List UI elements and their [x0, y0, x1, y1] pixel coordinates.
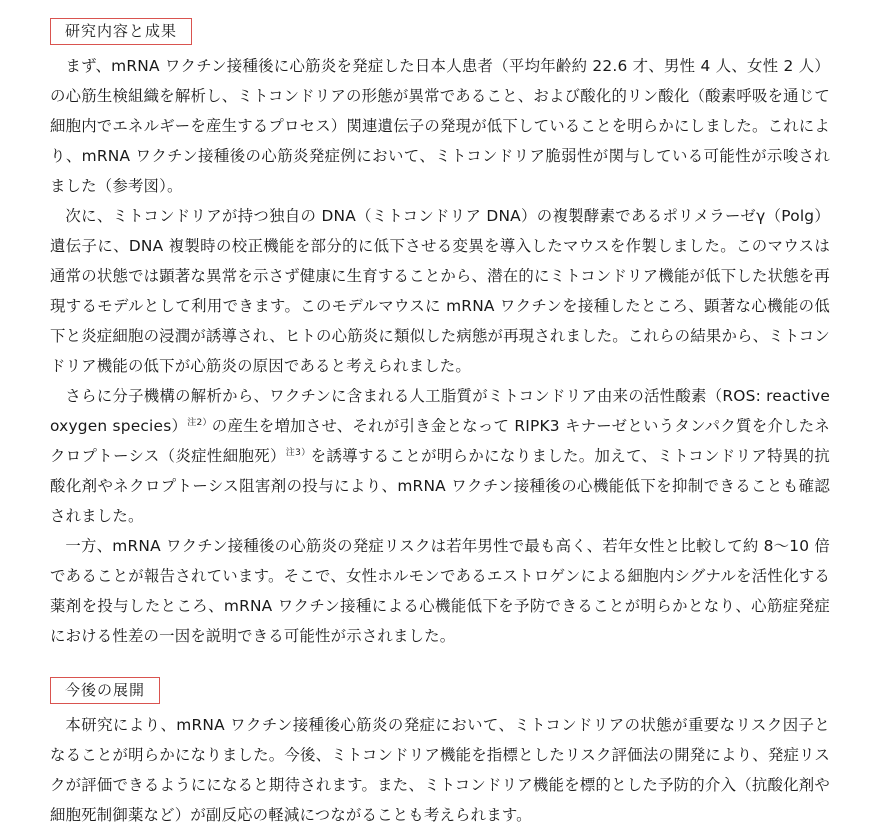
section-future-outlook [50, 677, 830, 830]
paragraph-text: まず、mRNA ワクチン接種後に心筋炎を発症した日本人患者（平均年齢約 22.6 才、男性 4 人、女性 2 人）の心筋生検組織を解析し、ミトコンドリアの形態が異常であること、および酸化的リン酸化（酸素呼吸を通じて細胞内でエネルギーを産生するプロセス）関連遺伝子の発現が低下していることを明らかにしました。これにより、mRNA ワクチン接種後の心筋炎発症例において、ミトコンドリア脆弱性が関与している可能性が示唆されました（参考図）。 [50, 57, 830, 195]
section-heading: 今後の展開 [50, 677, 160, 704]
section-heading: 研究内容と成果 [50, 18, 192, 45]
paragraph-text: の産生を増加させ、それが引き金となって RIPK3 キナーゼというタンパク質を介したネクロプトーシス（炎症性細胞死） [50, 417, 831, 465]
footnote-ref: 注2） [187, 417, 212, 428]
section-research-results [50, 18, 830, 651]
paragraph-text: さらに分子機構の解析から、ワクチンに含まれる人工脂質がミトコンドリア由来の活性酸素（ROS: reactive oxygen species） [50, 387, 830, 435]
footnote-ref: 注3） [285, 447, 311, 458]
paragraph [50, 201, 830, 381]
paragraph [50, 531, 830, 651]
paragraph-text: 一方、mRNA ワクチン接種後の心筋炎の発症リスクは若年男性で最も高く、若年女性と比較して約 8～10 倍であることが報告されています。そこで、女性ホルモンであるエストロゲンによる細胞内シグナルを活性化する薬剤を投与したところ、mRNA ワクチン接種による心機能低下を予防できることが明らかとなり、心筋症発症における性差の一因を説明できる可能性が示されました。 [50, 537, 830, 645]
paragraph [50, 710, 830, 830]
paragraph [50, 51, 830, 201]
paragraph-text: 本研究により、mRNA ワクチン接種後心筋炎の発症において、ミトコンドリアの状態が重要なリスク因子となることが明らかになりました。今後、ミトコンドリア機能を指標としたリスク評価法の開発により、発症リスクが評価できるようにになると期待されます。また、ミトコンドリア機能を標的とした予防的介入（抗酸化剤や細胞死制御薬など）が副反応の軽減につながることも考えられます。 [50, 716, 830, 824]
paragraph [50, 381, 830, 531]
paragraph-text: を誘導することが明らかになりました。加えて、ミトコンドリア特異的抗酸化剤やネクロプトーシス阻害剤の投与により、mRNA ワクチン接種後の心機能低下を抑制できることも確認されました。 [50, 447, 830, 525]
paragraph-text: 次に、ミトコンドリアが持つ独自の DNA（ミトコンドリア DNA）の複製酵素であるポリメラーゼγ（Polg）遺伝子に、DNA 複製時の校正機能を部分的に低下させる変異を導入したマウスを作製しました。このマウスは通常の状態では顕著な異常を示さず健康に生育することから、潜在的にミトコンドリア機能が低下した状態を再現するモデルとして利用できます。このモデルマウスに mRNA ワクチンを接種したところ、顕著な心機能の低下と炎症細胞の浸潤が誘導され、ヒトの心筋炎に類似した病態が再現されました。これらの結果から、ミトコンドリア機能の低下が心筋炎の原因であると考えられました。 [50, 207, 830, 375]
